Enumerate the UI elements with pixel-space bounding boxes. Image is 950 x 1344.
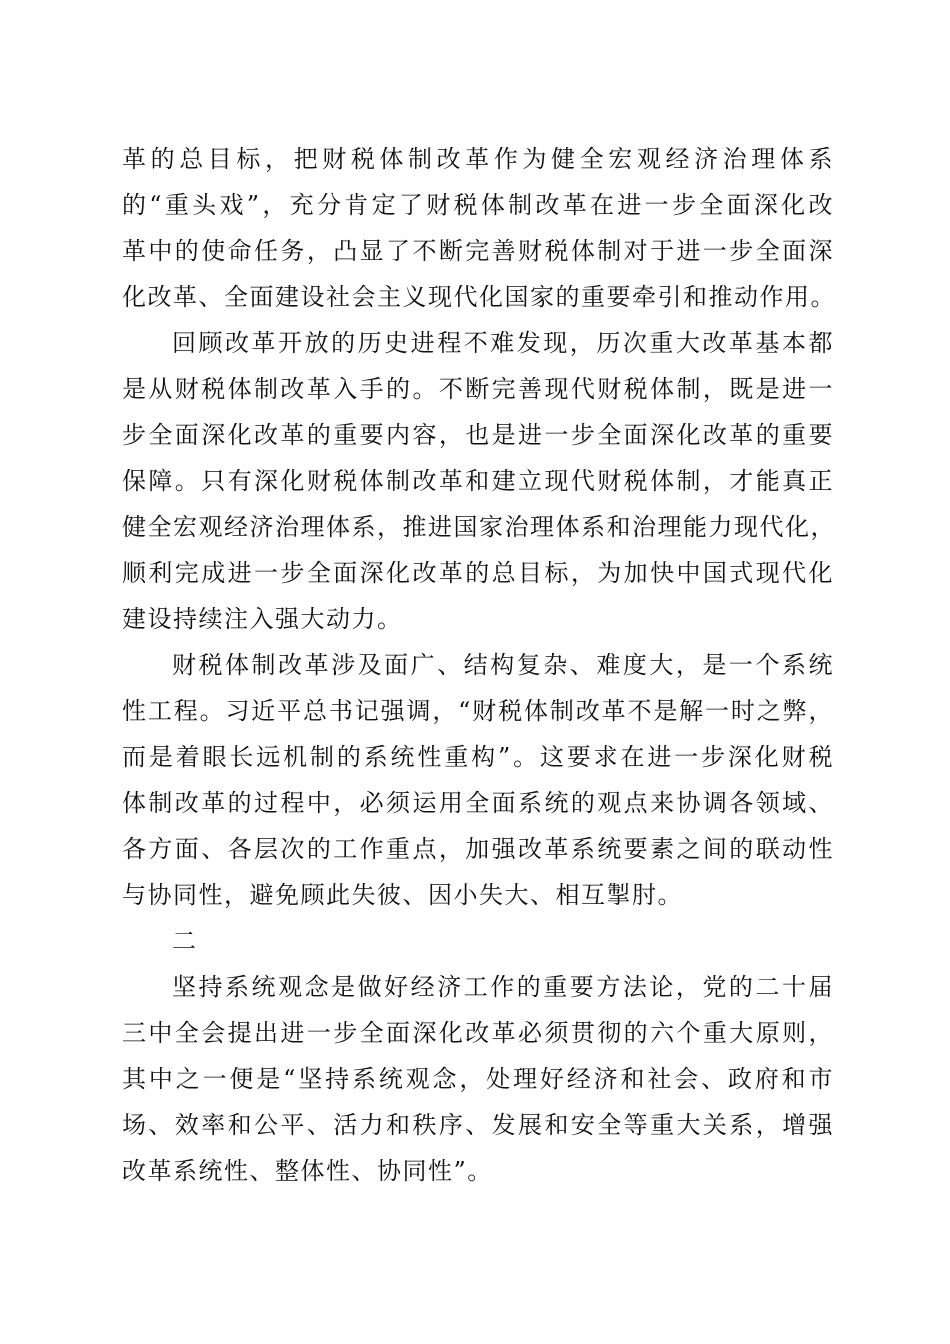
- text-line: 改革系统性、整体性、协同性”。: [122, 1157, 493, 1185]
- text-line: 健全宏观经济治理体系，推进国家治理体系和治理能力现代化，: [122, 513, 836, 541]
- text-line: 革的总目标，把财税体制改革作为健全宏观经济治理体系: [122, 145, 834, 173]
- text-line: 各方面、各层次的工作重点，加强改革系统要素之间的联动性: [122, 835, 834, 863]
- text-line: 体制改革的过程中，必须运用全面系统的观点来协调各领域、: [122, 789, 834, 817]
- text-line: 其中之一便是“坚持系统观念，处理好经济和社会、政府和市: [122, 1065, 834, 1093]
- paragraph-first-line: 回顾改革开放的历史进程不难发现，历次重大改革基本都: [172, 329, 834, 357]
- text-line: 的“重头戏”，充分肯定了财税体制改革在进一步全面深化改: [122, 191, 834, 219]
- text-line: 与协同性，避免顾此失彼、因小失大、相互掣肘。: [122, 881, 683, 909]
- text-line: 而是着眼长远机制的系统性重构”。这要求在进一步深化财税: [122, 743, 834, 771]
- text-line: 顺利完成进一步全面深化改革的总目标，为加快中国式现代化: [122, 559, 834, 587]
- body-text: [122, 136, 834, 1194]
- paragraph-first-line: 财税体制改革涉及面广、结构复杂、难度大，是一个系统: [172, 651, 834, 679]
- text-line: 建设持续注入强大动力。: [122, 605, 403, 633]
- text-line: 是从财税体制改革入手的。不断完善现代财税体制，既是进一: [122, 375, 834, 403]
- text-line: 性工程。习近平总书记强调，“财税体制改革不是解一时之弊，: [122, 697, 834, 725]
- text-line: 步全面深化改革的重要内容，也是进一步全面深化改革的重要: [122, 421, 834, 449]
- text-line: 保障。只有深化财税体制改革和建立现代财税体制，才能真正: [122, 467, 834, 495]
- paragraph-first-line: 二: [172, 927, 198, 955]
- text-line: 革中的使命任务，凸显了不断完善财税体制对于进一步全面深: [122, 237, 834, 265]
- text-line: 化改革、全面建设社会主义现代化国家的重要牵引和推动作用。: [122, 283, 836, 311]
- text-line: 场、效率和公平、活力和秩序、发展和安全等重大关系，增强: [122, 1111, 834, 1139]
- text-line: 三中全会提出进一步全面深化改革必须贯彻的六个重大原则，: [122, 1019, 834, 1047]
- paragraph-first-line: 坚持系统观念是做好经济工作的重要方法论，党的二十届: [172, 973, 834, 1001]
